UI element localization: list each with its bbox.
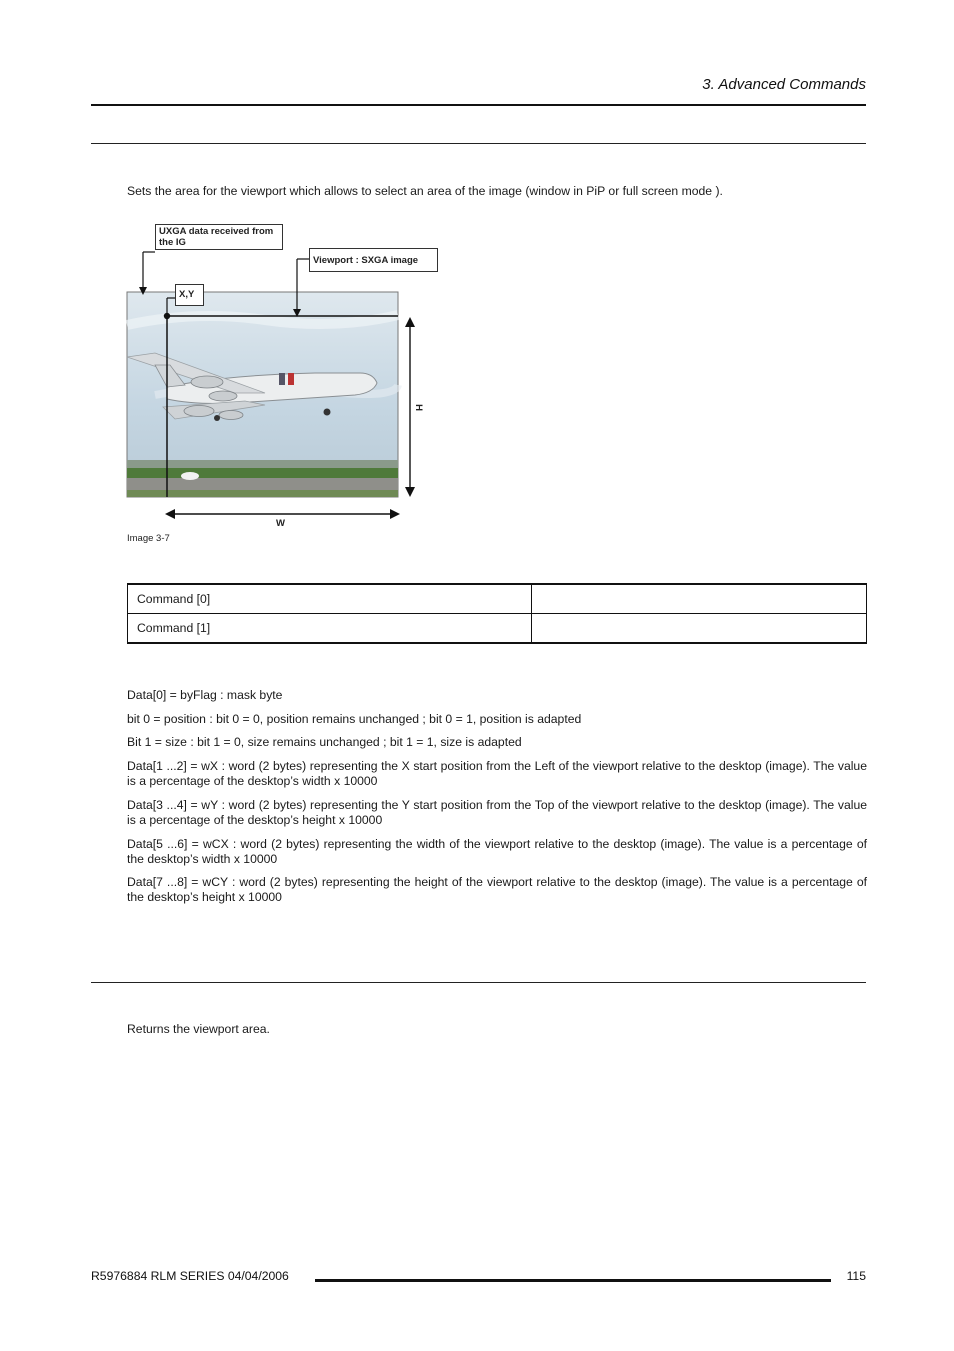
data-line: bit 0 = position : bit 0 = 0, position remains unchanged ; bit 0 = 1, position is adapted xyxy=(127,712,582,726)
data-line: Bit 1 = size : bit 1 = 0, size remains unchanged ; bit 1 = 1, size is adapted xyxy=(127,735,522,749)
footer-document-id: R5976884 RLM SERIES 04/04/2006 xyxy=(91,1269,289,1283)
section-divider xyxy=(91,982,866,983)
figure-caption: Image 3-7 xyxy=(127,533,170,544)
command-name-cell: Command [1] xyxy=(128,614,532,644)
section-title: 3. Advanced Commands xyxy=(702,76,866,93)
command-name-cell: Command [0] xyxy=(128,584,532,614)
command-value-cell xyxy=(532,584,867,614)
header-rule xyxy=(91,104,866,106)
width-label: W xyxy=(276,518,285,529)
data-line: Data[3 ...4] = wY : word (2 bytes) representing the Y start position from the Top of the viewport relative to the desktop (image). The value is a percentage of the desktop’s height x 10000 xyxy=(127,798,867,827)
data-line: Data[0] = byFlag : mask byte xyxy=(127,688,283,702)
table-row xyxy=(128,584,867,614)
data-line: Data[7 ...8] = wCY : word (2 bytes) representing the height of the viewport relative to the desktop (image). The value is a percentage of the desktop’s height x 10000 xyxy=(127,875,867,904)
footer-rule xyxy=(315,1279,831,1282)
xy-label: X,Y xyxy=(175,284,204,306)
height-label: H xyxy=(412,404,424,411)
table-row xyxy=(128,614,867,644)
section-divider xyxy=(91,143,866,144)
source-label: UXGA data received from the IG xyxy=(155,224,283,250)
data-line: Data[5 ...6] = wCX : word (2 bytes) representing the width of the viewport relative to the desktop (image). The value is a percentage of the desktop’s width x 10000 xyxy=(127,837,867,866)
page-number: 115 xyxy=(846,1269,866,1283)
intro-paragraph: Sets the area for the viewport which allows to select an area of the image (window in PiP or full screen mode ). xyxy=(127,184,723,198)
viewport-figure xyxy=(115,215,455,535)
data-line: Data[1 ...2] = wX : word (2 bytes) representing the X start position from the Left of the viewport relative to the desktop (image). The value is a percentage of the desktop’s width x 10000 xyxy=(127,759,867,788)
command-table xyxy=(127,583,867,644)
returns-paragraph: Returns the viewport area. xyxy=(127,1022,270,1036)
command-value-cell xyxy=(532,614,867,644)
viewport-label: Viewport : SXGA image xyxy=(309,248,438,272)
